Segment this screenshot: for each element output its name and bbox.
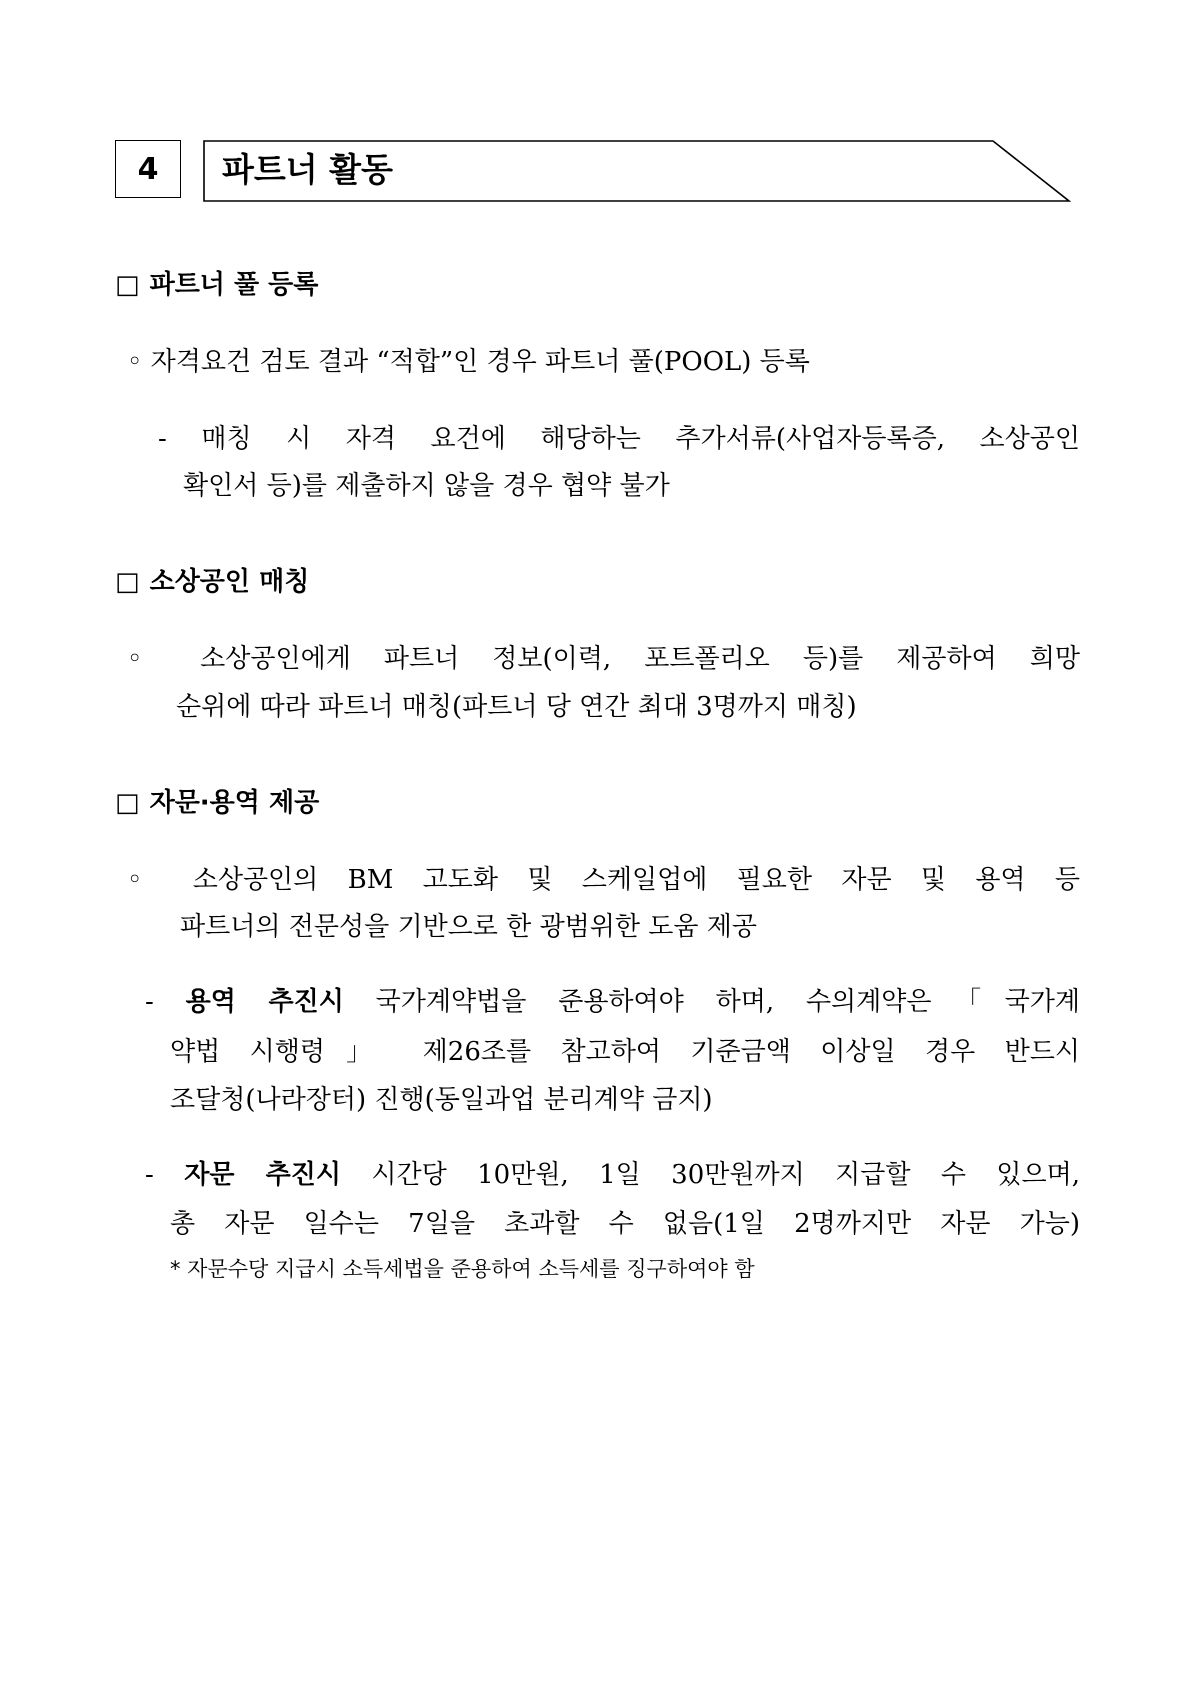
- advice-label: 자문 추진시: [184, 1160, 341, 1190]
- subsection-heading-text: 자문·용역 제공: [149, 788, 320, 818]
- body-line: 확인서 등)를 제출하지 않을 경우 협약 불가: [183, 471, 670, 501]
- body-line: 순위에 따라 파트너 매칭(파트너 당 연간 최대 3명까지 매칭): [176, 692, 857, 722]
- body-line: - 매칭 시 자격 요건에 해당하는 추가서류(사업자등록증, 소상공인: [158, 424, 1080, 454]
- footnote: * 자문수당 지급시 소득세법을 준용하여 소득세를 징구하여야 함: [170, 1257, 755, 1281]
- body-line: ◦ 자격요건 검토 결과 “적합”인 경우 파트너 풀(POOL) 등록: [127, 347, 810, 377]
- section-number-box: [115, 140, 181, 198]
- service-line-1: [145, 984, 1080, 1020]
- dash-bullet: -: [145, 987, 154, 1017]
- subsection-heading-advice-service: [115, 786, 319, 820]
- advice-line-1: [145, 1157, 1080, 1193]
- body-line: ◦ 소상공인에게 파트너 정보(이력, 포트폴리오 등)를 제공하여 희망: [127, 644, 1080, 674]
- advice-line-2: 총 자문 일수는 7일을 초과할 수 없음(1일 2명까지만 자문 가능): [170, 1209, 1080, 1239]
- subsection-heading-text: 파트너 풀 등록: [149, 270, 319, 300]
- subsection-heading-matching: [115, 565, 309, 599]
- service-line-3: 조달청(나라장터) 진행(동일과업 분리계약 금지): [170, 1085, 713, 1115]
- checkbox-square-icon: □: [115, 270, 140, 300]
- checkbox-square-icon: □: [115, 788, 140, 818]
- checkbox-square-icon: □: [115, 567, 140, 597]
- body-line: ◦ 소상공인의 BM 고도화 및 스케일업에 필요한 자문 및 용역 등: [127, 865, 1080, 895]
- advice-text: 시간당 10만원, 1일 30만원까지 지급할 수 있으며,: [340, 1160, 1080, 1190]
- section-number: 4: [137, 151, 159, 187]
- body-line: 파트너의 전문성을 기반으로 한 광범위한 도움 제공: [180, 912, 758, 942]
- service-text: 국가계약법을 준용하여야 하며, 수의계약은「국가계: [343, 987, 1081, 1017]
- service-label: 용역 추진시: [185, 987, 344, 1017]
- subsection-heading-text: 소상공인 매칭: [149, 567, 310, 597]
- dash-bullet: -: [145, 1160, 154, 1190]
- section-title: 파트너 활동: [222, 150, 393, 189]
- subsection-heading-pool: [115, 268, 318, 302]
- service-line-2: 약법 시행령」 제26조를 참고하여 기준금액 이상일 경우 반드시: [170, 1037, 1080, 1067]
